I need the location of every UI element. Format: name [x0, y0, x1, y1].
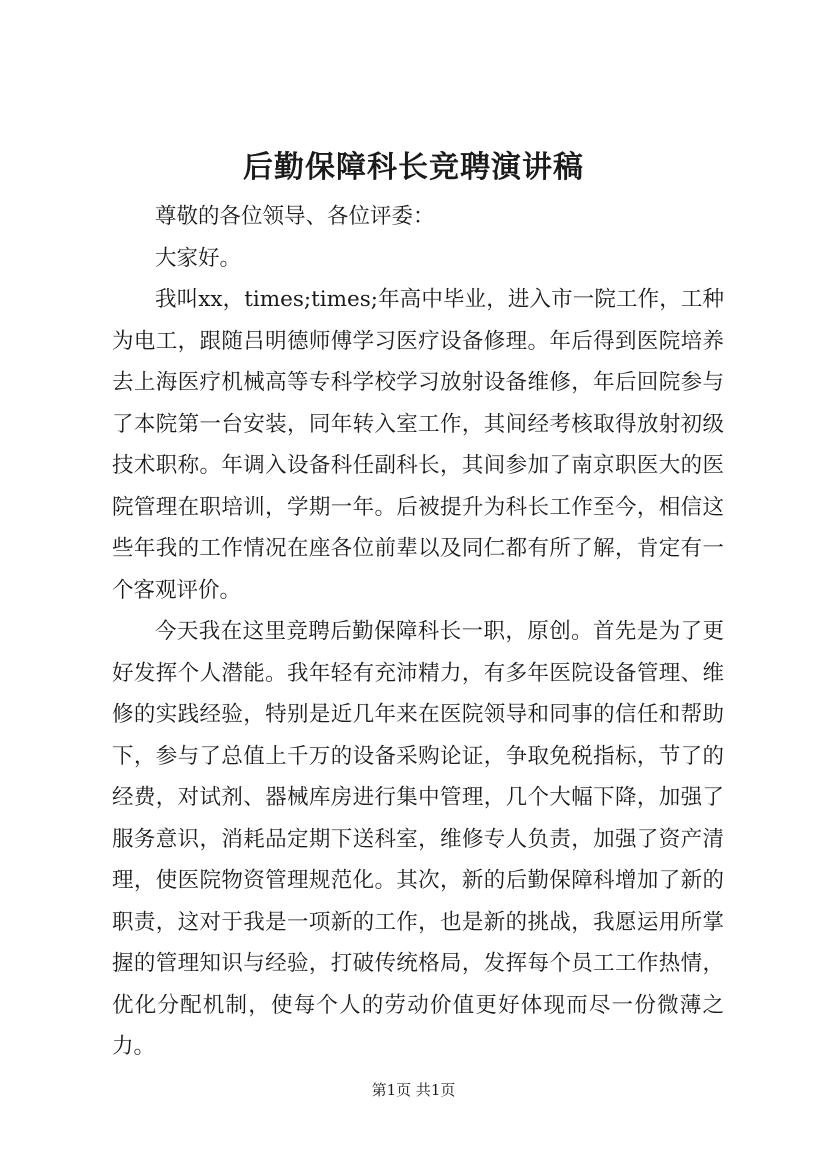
document-title: 后勤保障科长竞聘演讲稿	[243, 150, 584, 185]
salutation: 尊敬的各位领导、各位评委：	[155, 204, 435, 229]
page-number-footer: 第1页 共1页	[371, 1081, 456, 1099]
paragraph-2: 今天我在这里竞聘后勤保障科长一职，原创。首先是为了更好发挥个人潜能。我年轻有充沛精力，有多年医院设备管理、维修的实践经验，特别是近几年来在医院领导和同事的信任和帮助下，参与了总值上千万的设备采购论证，争取免税指标，节了的经费，对试剂、器械库房进行集中管理，几个大幅下降，加强了服务意识，消耗品定期下送科室，维修专人负责，加强了资产清理，使医院物资管理规范化。其次，新的后勤保障科增加了新的职责，这对于我是一项新的工作，也是新的挑战，我愿运用所掌握的管理知识与经验，打破传统格局，发挥每个员工工作热情，优化分配机制，使每个人的劳动价值更好体现而尽一份微薄之力。	[112, 619, 724, 1059]
paragraph-1: 我叫xx，times;times;年高中毕业，进入市一院工作，工种为电工，跟随吕明德师傅学习医疗设备修理。年后得到医院培养去上海医疗机械高等专科学校学习放射设备维修，年后回院参与了本院第一台安装，同年转入室工作，其间经考核取得放射初级技术职称。年调入设备科任副科长，其间参加了南京职医大的医院管理在职培训，学期一年。后被提升为科长工作至今，相信这些年我的工作情况在座各位前辈以及同仁都有所了解，肯定有一个客观评价。	[112, 287, 724, 603]
greeting: 大家好。	[155, 245, 242, 271]
document-body	[112, 196, 724, 1068]
